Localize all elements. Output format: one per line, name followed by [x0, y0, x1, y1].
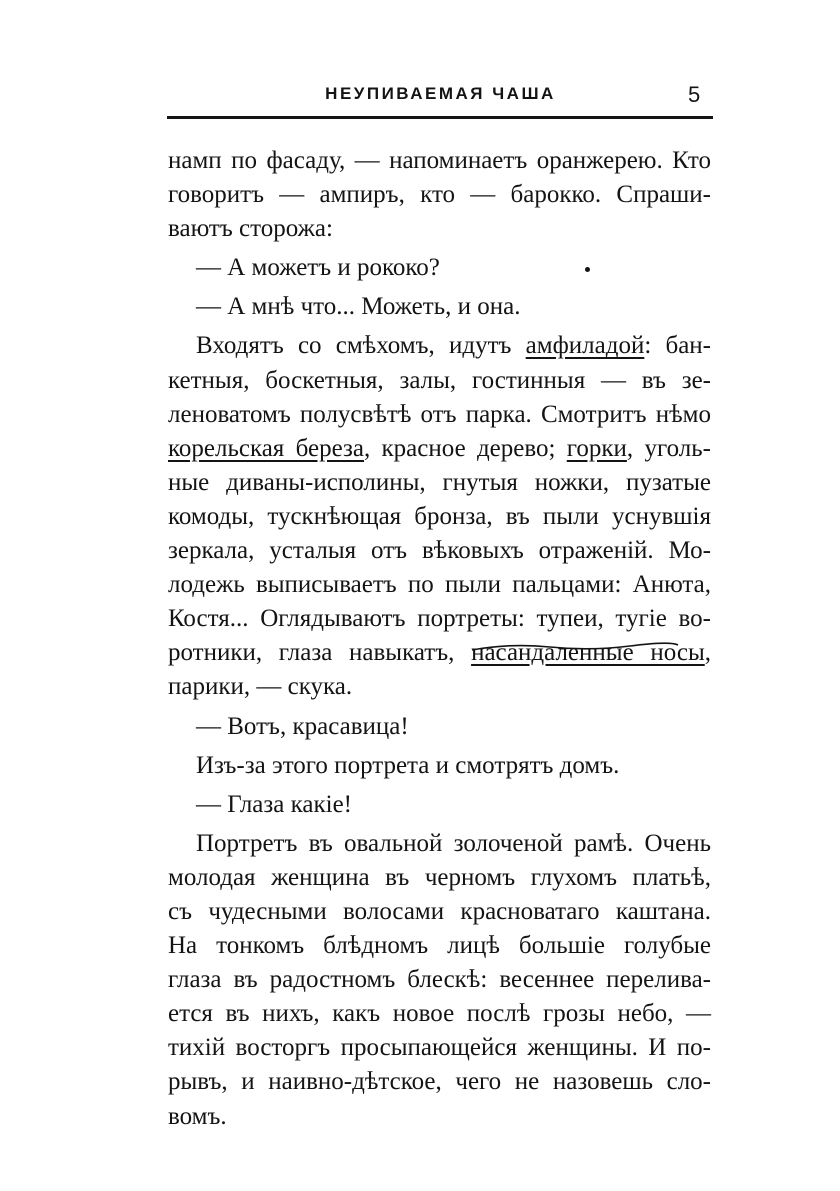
text-line: Изъ-за этого портрета и смотрятъ домъ.	[196, 751, 620, 779]
header-rule	[167, 116, 713, 119]
text-line: ется въ нихъ, какъ новое послѣ грозы небо, —	[168, 1000, 711, 1028]
text-line: На тонкомъ блѣдномъ лицѣ большіе голубые	[168, 932, 711, 960]
pencil-dot-mark	[585, 267, 590, 272]
text-line: намп по фасаду, — напоминаетъ оранжерею. Кто	[168, 147, 711, 174]
body-text	[168, 144, 711, 1134]
text-line: парики, — скука.	[168, 673, 353, 701]
text-line: вомъ.	[168, 1102, 227, 1130]
text-line: Костя... Оглядываютъ портреты: тупеи, тугіе во-	[168, 605, 711, 633]
text-fragment: , красное дерево;	[363, 434, 567, 462]
text-line	[168, 432, 711, 466]
text-fragment: , уголь-	[626, 434, 711, 462]
text-fragment: Входятъ со смѣхомъ, идутъ	[196, 332, 526, 360]
text-line: комоды, тускнѣющая бронза, въ пыли уснувшія	[168, 502, 711, 530]
page-number: 5	[688, 82, 701, 107]
text-line: лодежь выписываетъ по пыли пальцами: Анюта,	[168, 571, 711, 599]
text-line: тихій восторгъ просыпающейся женщины. И по-	[168, 1034, 711, 1062]
running-title: НЕУПИВАЕМАЯ ЧАША	[325, 84, 556, 103]
dialogue-line: — Вотъ, красавица!	[196, 712, 409, 740]
text-line: ваютъ сторожа:	[168, 215, 333, 243]
underlined-phrase: корельская береза	[168, 434, 364, 462]
text-line: зеркала, усталыя отъ вѣковыхъ отраженій. Мо-	[168, 537, 711, 565]
dialogue-line: — А мнѣ что... Можеть, и она.	[196, 293, 521, 321]
text-fragment: : бан-	[644, 332, 711, 360]
text-line: рывъ, и наивно-дѣтское, чего не назовешь сло-	[168, 1068, 711, 1096]
text-fragment: ротники, глаза навыкатъ,	[168, 639, 472, 667]
underlined-word: амфиладой	[525, 332, 645, 360]
text-line: молодая женщина въ черномъ глухомъ платьѣ,	[168, 863, 711, 891]
text-line	[168, 329, 711, 363]
dialogue-line: — Глаза какіе!	[196, 790, 352, 818]
text-line: леноватомъ полусвѣтѣ отъ парка. Смотритъ нѣмо	[168, 400, 711, 428]
dialogue-line: — А можетъ и рококо?	[196, 254, 440, 282]
text-line: говоритъ — ампиръ, кто — барокко. Спраши-	[168, 181, 711, 209]
underlined-phrase: насандаленные носы	[471, 639, 705, 667]
text-line: съ чудесными волосами красноватаго каштана.	[168, 897, 711, 925]
text-line: глаза въ радостномъ блескѣ: весеннее перелива-	[168, 966, 711, 994]
text-line: ные диваны-исполины, гнутыя ножки, пузатые	[168, 468, 711, 496]
text-line: Портретъ въ овальной золоченой рамѣ. Очень	[196, 829, 711, 857]
underlined-word: горки	[566, 434, 627, 462]
text-fragment: ,	[704, 639, 711, 667]
pencil-wavy-underline	[470, 640, 680, 654]
text-line: кетныя, боскетныя, залы, гостинныя — въ зе-	[168, 366, 711, 394]
